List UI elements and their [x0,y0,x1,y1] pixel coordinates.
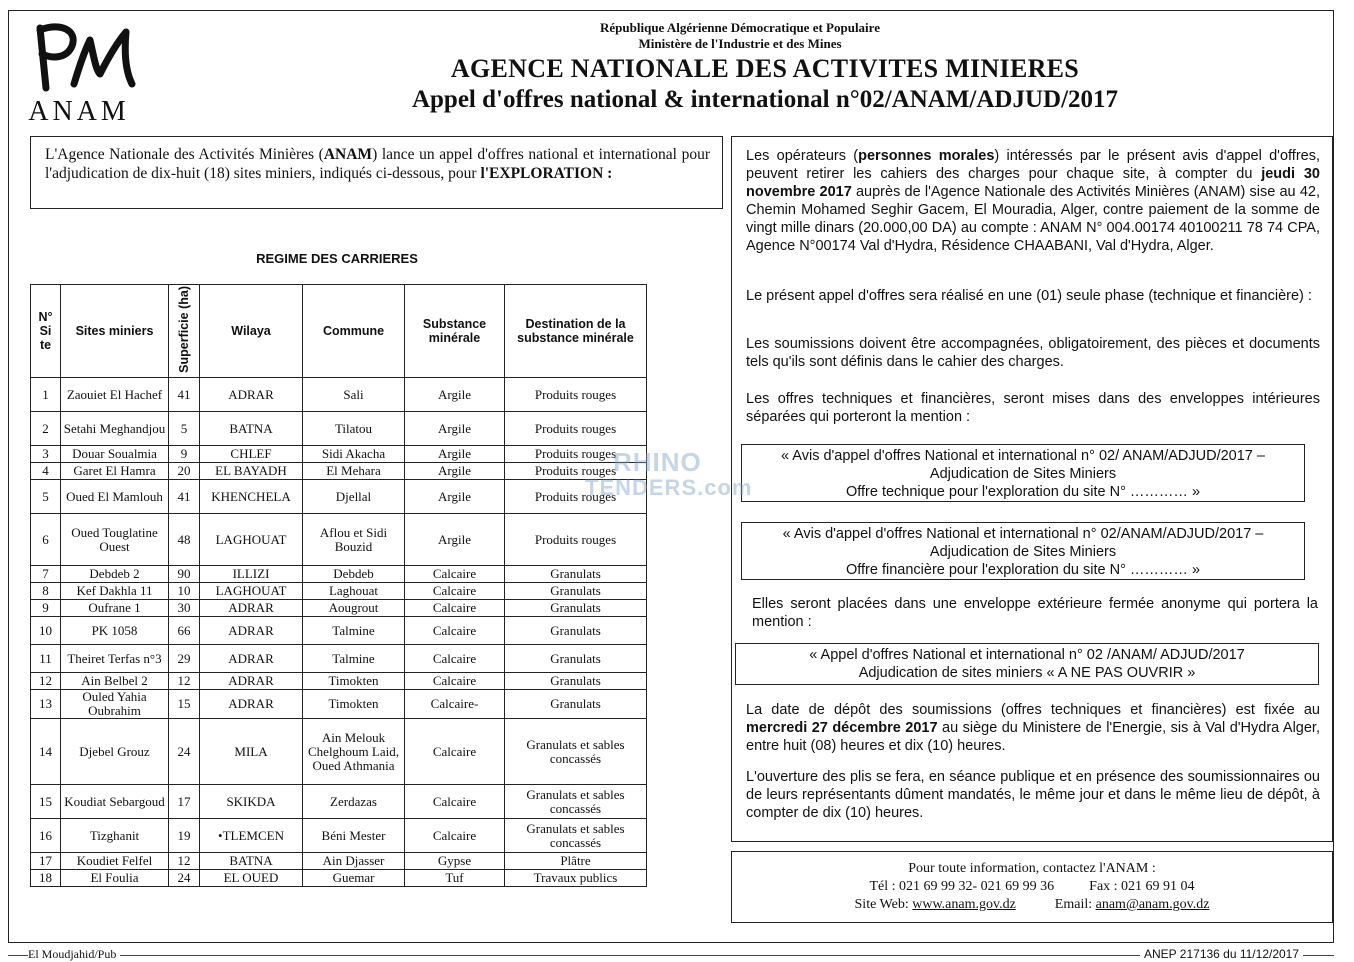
table-row [31,566,647,583]
site-area-cell: 5 [169,412,200,446]
site-area-cell: 20 [169,463,200,480]
site-area-cell: 17 [169,785,200,819]
paragraph-envelopes: Les offres techniques et financières, seront mises dans des enveloppes intérieures séparées qui porteront la mention : [746,391,1320,425]
site-wilaya-cell: •TLEMCEN [200,819,303,853]
site-area-cell: 15 [169,690,200,719]
site-wilaya-cell: EL BAYADH [200,463,303,480]
site-destination-cell: Granulats [505,617,647,645]
site-destination-cell: Travaux publics [505,870,647,887]
site-number-cell: 2 [31,412,61,446]
site-commune-cell: Sali [303,378,405,412]
intro-acronym: ANAM [323,146,373,163]
agency-title: AGENCE NATIONALE DES ACTIVITES MINIERES [450,54,1080,83]
site-destination-cell: Produits rouges [505,446,647,463]
site-wilaya-cell: LAGHOUAT [200,583,303,600]
site-substance-cell: Calcaire [405,566,505,583]
site-number-cell: 7 [31,566,61,583]
site-name-cell: Setahi Meghandjou [61,412,169,446]
intro-text: L'Agence Nationale des Activités Minières ( [45,146,324,163]
table-row [31,617,647,645]
p1-text-2: ) intéressés par le présent avis d'appel d'offres, peuvent retirer les cahiers des charges pour chaque site, à compter du [746,148,1320,182]
table-row [31,870,647,887]
box-line: Adjudication de sites miniers « A NE PAS OUVRIR » [858,665,1196,681]
table-row [31,645,647,673]
site-area-cell: 12 [169,673,200,690]
site-substance-cell: Argile [405,480,505,514]
site-substance-cell: Calcaire [405,617,505,645]
table-row [31,378,647,412]
site-name-cell: Theiret Terfas n°3 [61,645,169,673]
table-row [31,819,647,853]
site-area-cell: 66 [169,617,200,645]
site-destination-cell: Granulats [505,690,647,719]
table-row [31,853,647,870]
pm-monogram-icon [16,18,142,98]
site-name-cell: Oued El Mamlouh [61,480,169,514]
site-substance-cell: Calcaire [405,673,505,690]
paragraph-deadline [746,701,1320,755]
contact-title: Pour toute information, contactez l'ANAM : [908,861,1156,876]
site-destination-cell: Produits rouges [505,514,647,566]
col-header-commune [303,285,405,378]
site-wilaya-cell: MILA [200,719,303,785]
site-destination-cell: Produits rouges [505,412,647,446]
site-number-cell: 14 [31,719,61,785]
table-row [31,412,647,446]
site-name-cell: Ain Belbel 2 [61,673,169,690]
box-line: « Avis d'appel d'offres National et international n° 02/ANAM/ADJUD/2017 – [782,526,1264,542]
mention-technical-box [741,444,1305,502]
footer-divider [8,955,1334,956]
web-label: Site Web: [854,897,913,912]
table-row [31,514,647,566]
header-label: Wilaya [231,324,271,338]
site-destination-cell: Granulats et sables concassés [505,785,647,819]
header-label: Sites miniers [75,324,154,338]
site-substance-cell: Argile [405,378,505,412]
contact-phones [732,879,1332,895]
sites-table [30,284,647,887]
mention-do-not-open-box [735,643,1319,685]
site-name-cell: Tizghanit [61,819,169,853]
site-number-cell: 5 [31,480,61,514]
col-header-area [169,285,200,378]
site-area-cell: 24 [169,870,200,887]
site-substance-cell: Calcaire [405,583,505,600]
site-number-cell: 4 [31,463,61,480]
site-area-cell: 9 [169,446,200,463]
site-commune-cell: Djellal [303,480,405,514]
site-name-cell: Oued Touglatine Ouest [61,514,169,566]
site-area-cell: 29 [169,645,200,673]
site-wilaya-cell: SKIKDA [200,785,303,819]
site-name-cell: Zaouiet El Hachef [61,378,169,412]
intro-box [30,136,723,209]
site-destination-cell: Granulats et sables concassés [505,819,647,853]
header-label: Commune [322,324,385,338]
site-commune-cell: Timokten [303,690,405,719]
site-number-cell: 12 [31,673,61,690]
header-label: N° Si te [38,310,53,352]
site-substance-cell: Calcaire- [405,690,505,719]
box-line: Adjudication de Sites Miniers [929,466,1117,482]
site-number-cell: 3 [31,446,61,463]
col-header-site [61,285,169,378]
table-row [31,446,647,463]
box-line: « Avis d'appel d'offres National et international n° 02/ ANAM/ADJUD/2017 – [781,448,1265,464]
site-commune-cell: Ain Melouk Chelghoum Laid, Oued Athmania [303,719,405,785]
ministry-line: Ministère de l'Industrie et des Mines [638,36,842,51]
site-commune-cell: Debdeb [303,566,405,583]
email-link[interactable]: anam@anam.gov.dz [1095,897,1210,912]
site-destination-cell: Granulats [505,566,647,583]
site-wilaya-cell: ADRAR [200,600,303,617]
site-number-cell: 16 [31,819,61,853]
site-wilaya-cell: ADRAR [200,673,303,690]
site-area-cell: 24 [169,719,200,785]
p1-date: jeudi 30 novembre 2017 [746,166,1320,200]
site-wilaya-cell: LAGHOUAT [200,514,303,566]
site-commune-cell: Aflou et Sidi Bouzid [303,514,405,566]
site-name-cell: Ouled Yahia Oubrahim [61,690,169,719]
site-name-cell: Djebel Grouz [61,719,169,785]
header-label: Destination de la substance minérale [517,317,634,345]
table-row [31,785,647,819]
site-wilaya-cell: EL OUED [200,870,303,887]
site-commune-cell: El Mehara [303,463,405,480]
site-name-cell: Douar Soualmia [61,446,169,463]
site-name-cell: Garet El Hamra [61,463,169,480]
site-name-cell: PK 1058 [61,617,169,645]
site-number-cell: 13 [31,690,61,719]
site-number-cell: 6 [31,514,61,566]
site-wilaya-cell: BATNA [200,412,303,446]
table-row [31,463,647,480]
contact-fax: Fax : 021 69 91 04 [1089,879,1195,894]
header-label: Substance minérale [422,317,487,345]
site-name-cell: Kef Dakhla 11 [61,583,169,600]
site-name-cell: Oufrane 1 [61,600,169,617]
site-area-cell: 90 [169,566,200,583]
site-name-cell: Koudiat Sebargoud [61,785,169,819]
site-substance-cell: Tuf [405,870,505,887]
watermark-line-1: RHINO [613,447,702,477]
site-destination-cell: Granulats [505,583,647,600]
contact-box [731,851,1333,923]
col-header-destination [505,285,647,378]
site-commune-cell: Béni Mester [303,819,405,853]
site-substance-cell: Calcaire [405,645,505,673]
site-destination-cell: Granulats [505,645,647,673]
site-commune-cell: Laghouat [303,583,405,600]
site-substance-cell: Calcaire [405,600,505,617]
p6-text: La date de dépôt des soumissions (offres techniques et financières) est fixée au [746,702,1320,718]
p1-text: Les opérateurs ( [746,148,859,164]
site-substance-cell: Calcaire [405,719,505,785]
site-wilaya-cell: ADRAR [200,378,303,412]
republic-line: République Algérienne Démocratique et Populaire [600,20,880,35]
website-link[interactable]: www.anam.gov.dz [912,897,1016,912]
box-line: Adjudication de Sites Miniers [929,544,1117,560]
site-wilaya-cell: BATNA [200,853,303,870]
site-area-cell: 41 [169,480,200,514]
site-destination-cell: Produits rouges [505,378,647,412]
site-substance-cell: Calcaire [405,785,505,819]
site-wilaya-cell: ILLIZI [200,566,303,583]
site-number-cell: 18 [31,870,61,887]
site-substance-cell: Argile [405,514,505,566]
site-wilaya-cell: ADRAR [200,645,303,673]
site-area-cell: 10 [169,583,200,600]
site-destination-cell: Granulats et sables concassés [505,719,647,785]
tender-title: Appel d'offres national & international n°02/ANAM/ADJUD/2017 [411,86,1119,113]
col-header-wilaya [200,285,303,378]
box-line: « Appel d'offres National et international n° 02 /ANAM/ ADJUD/2017 [809,647,1245,663]
paragraph-withdrawal [746,147,1320,255]
box-line: Offre financière pour l'exploration du site N° ………… » [845,562,1201,578]
site-substance-cell: Calcaire [405,819,505,853]
logo-letters: ANAM [28,96,130,127]
site-commune-cell: Timokten [303,673,405,690]
site-area-cell: 30 [169,600,200,617]
site-name-cell: Koudiet Felfel [61,853,169,870]
site-destination-cell: Plâtre [505,853,647,870]
site-destination-cell: Produits rouges [505,480,647,514]
table-header-row [31,285,647,378]
table-row [31,583,647,600]
anam-logo [16,18,142,130]
site-name-cell: El Foulia [61,870,169,887]
table-row [31,719,647,785]
mention-financial-box [741,522,1305,580]
site-area-cell: 41 [169,378,200,412]
site-commune-cell: Guemar [303,870,405,887]
site-number-cell: 8 [31,583,61,600]
box-line: Offre technique pour l'exploration du site N° ………… » [845,484,1201,500]
contact-tel: Tél : 021 69 99 32- 021 69 99 36 [869,879,1055,894]
site-commune-cell: Ain Djasser [303,853,405,870]
contact-web-email [732,897,1332,913]
site-commune-cell: Talmine [303,645,405,673]
site-area-cell: 48 [169,514,200,566]
paragraph-outer-envelope: Elles seront placées dans une enveloppe extérieure fermée anonyme qui portera la mention : [752,596,1318,630]
site-commune-cell: Aougrout [303,600,405,617]
site-commune-cell: Tilatou [303,412,405,446]
site-substance-cell: Argile [405,463,505,480]
site-number-cell: 1 [31,378,61,412]
site-destination-cell: Granulats [505,600,647,617]
site-wilaya-cell: ADRAR [200,617,303,645]
paragraph-documents: Les soumissions doivent être accompagnées, obligatoirement, des pièces et documents tels qu'ils sont définis dans le cahier des charges. [746,336,1320,370]
intro-text-2: ) lance un appel d'offres national et international pour l'adjudication de dix-huit (18) sites miniers, indiqués ci-dessous, pour [45,146,710,182]
site-commune-cell: Talmine [303,617,405,645]
header-label: Superficie (ha) [177,286,191,373]
header-ministry-block [560,20,920,52]
site-number-cell: 17 [31,853,61,870]
col-header-substance [405,285,505,378]
site-name-cell: Debdeb 2 [61,566,169,583]
p6-date: mercredi 27 décembre 2017 [746,720,938,736]
site-number-cell: 9 [31,600,61,617]
paragraph-phase: Le présent appel d'offres sera réalisé en une (01) seule phase (technique et financière) : [746,288,1312,304]
table-row [31,690,647,719]
footer-source: El Moudjahid/Pub [28,947,120,962]
footer-reference: ANEP 217136 du 11/12/2017 [1140,947,1303,961]
table-row [31,600,647,617]
p1-bold: personnes morales [858,148,995,164]
regime-title: REGIME DES CARRIERES [256,251,418,266]
site-wilaya-cell: CHLEF [200,446,303,463]
col-header-number [31,285,61,378]
site-area-cell: 19 [169,819,200,853]
site-substance-cell: Argile [405,412,505,446]
site-substance-cell: Gypse [405,853,505,870]
table-row [31,480,647,514]
site-wilaya-cell: ADRAR [200,690,303,719]
site-wilaya-cell: KHENCHELA [200,480,303,514]
site-number-cell: 15 [31,785,61,819]
watermark-line-2: TENDERS.com [585,475,753,500]
email-label: Email: [1054,897,1096,912]
site-destination-cell: Granulats [505,673,647,690]
site-number-cell: 10 [31,617,61,645]
site-area-cell: 12 [169,853,200,870]
site-destination-cell: Produits rouges [505,463,647,480]
table-row [31,673,647,690]
p6-text-2: au siège du Ministere de l'Energie, sis à Val d'Hydra Alger, entre huit (08) heures et dix (10) heures. [746,720,1320,754]
conditions-panel [731,136,1333,842]
site-substance-cell: Argile [405,446,505,463]
site-commune-cell: Zerdazas [303,785,405,819]
paragraph-opening: L'ouverture des plis se fera, en séance publique et en présence des soumissionnaires ou de leurs représentants dûment mandatés, le même jour et dans le même lieu de dépôt, à compter de dix (10) heures. [746,769,1320,821]
p1-text-3: auprès de l'Agence Nationale des Activités Minières (ANAM) sise au 42, Chemin Mohamed Seghir Gacem, El Mouradia, Alger, contre paiement de la somme de vingt mille dinars (20.000,00 DA) au compte : ANAM N° 004.00174 40100211 78 74 CPA, Agence N°00174 Val d'Hydra, Résidence CHAABANI, Val d'Hydra, Alger. [746,184,1320,254]
intro-emphasis: l'EXPLORATION : [480,165,613,182]
site-number-cell: 11 [31,645,61,673]
site-commune-cell: Sidi Akacha [303,446,405,463]
